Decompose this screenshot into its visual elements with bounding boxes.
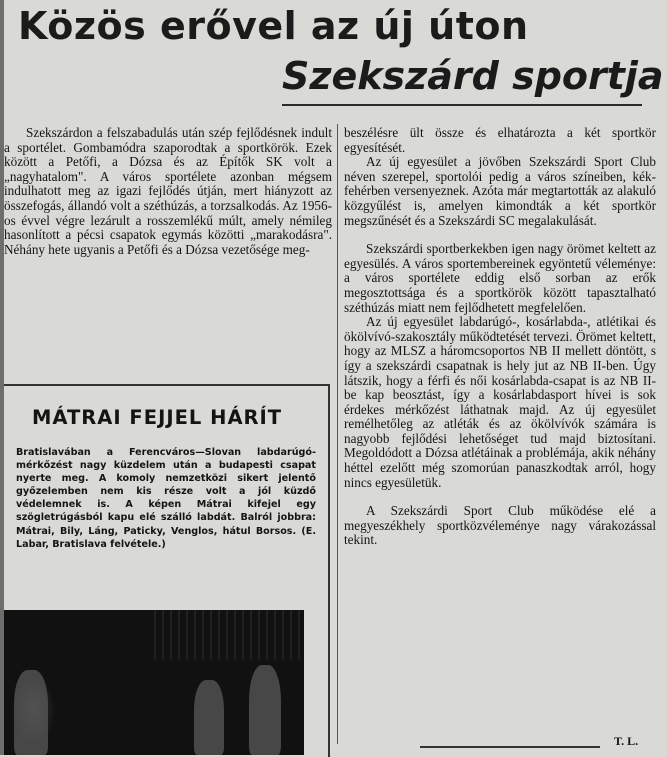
headline-underline bbox=[282, 104, 642, 106]
photo-box-title: MÁTRAI FEJJEL HÁRÍT bbox=[32, 406, 283, 429]
author-signature: T. L. bbox=[614, 734, 639, 748]
match-photo bbox=[4, 610, 304, 755]
headline-line-2: Szekszárd sportja bbox=[282, 54, 664, 98]
article-paragraph: A Szekszárdi Sport Club működése elé a megyeszékhely sportközvéleménye nagy várakozással tekint. bbox=[344, 503, 656, 548]
goal-net bbox=[154, 610, 304, 660]
photo-caption: Bratislavában a Ferencváros—Slovan labdarúgó-mérkőzést nagy küzdelem után a budapesti csapat nyerte meg. A komoly nemzetközi sikert jelentő győzelemben nem kis része volt a jól küzdő védelemnek is. A képen Mátrai kifejel egy szögletrúgásból kapu elé szálló labdát. Balról jobbra: Mátrai, Bily, Láng, Paticky, Venglos, hátul Borsos. (E. Labar, Bratislava felvétele.) bbox=[16, 447, 316, 550]
player-figure bbox=[249, 665, 281, 755]
article-left-column bbox=[4, 126, 332, 257]
article-paragraph: Szekszárdi sportberkekben igen nagy örömet keltett az egyesülés. A város sportembereinek egyöntetű véleménye: a város sportélete eddig első sorban az erők megosztottsága és a sportkörök között tapasztalható széthúzás miatt nem fejlődhetett megfelelően. bbox=[344, 241, 656, 315]
article-end-rule bbox=[420, 746, 600, 748]
player-figure bbox=[14, 670, 48, 755]
player-figure bbox=[194, 680, 224, 755]
article-paragraph: Szekszárdon a felszabadulás után szép fejlődésnek indult a sportélet. Gombamódra szaporodtak a sportkörök. Ezek között a Petőfi, a Dózsa és az Építők SK volt a „nagyhatalom". A város sportélete azonban mégsem indulhatott meg az igazi fejlődés útján, mert hiányzott az összefogás, állandó volt a széthúzás, a torzsalkodás. Az 1956-os évvel végre lezárult a rosszemlékű múlt, amely némileg hasonlított a pécsi csapatok egymás közötti „marakodásra". Néhány hete ugyanis a Petőfi és a Dózsa vezetősége meg- bbox=[4, 125, 332, 257]
article-paragraph: beszélésre ült össze és elhatározta a két sportkör egyesítését. bbox=[344, 125, 656, 155]
headline-line-1: Közös erővel az új úton bbox=[18, 4, 529, 48]
article-right-column bbox=[344, 126, 656, 548]
article-paragraph: Az új egyesület a jövőben Szekszárdi Sport Club néven szerepel, sportolói pedig a város színeiben, kék-fehérben versenyeznek. Azóta már megtartották az alakuló közgyűlést is, amelyen kimondták a két sportkör megszűnését és a Szekszárdi SC megalakulását. bbox=[344, 154, 656, 228]
article-paragraph: Az új egyesület labdarúgó-, kosárlabda-, atlétikai és ökölvívó-szakosztály működtetését tervezi. Örömet keltett, hogy az MLSZ a háromcsoportos NB II mellett döntött, s így a szekszárdi csapatnak is hely jut az NB II-ben. Úgy látszik, hogy a férfi és női kosárlabda-csapat is az NB II-be kap beosztást, így a kosárlabdasport hívei is sok érdekes mérkőzést láthatnak majd. Az új egyesület remélhetőleg az atléták és az ökölvívók számára is nagyobb fejlődési lehetőséget tud majd biztosítani. Megoldódott a Dózsa atlétáinak a problémája, akik néhány héttel ezelőtt még szomorúan panaszkodtak arról, hogy nincs egyesületük. bbox=[344, 314, 656, 490]
column-divider bbox=[337, 124, 338, 744]
